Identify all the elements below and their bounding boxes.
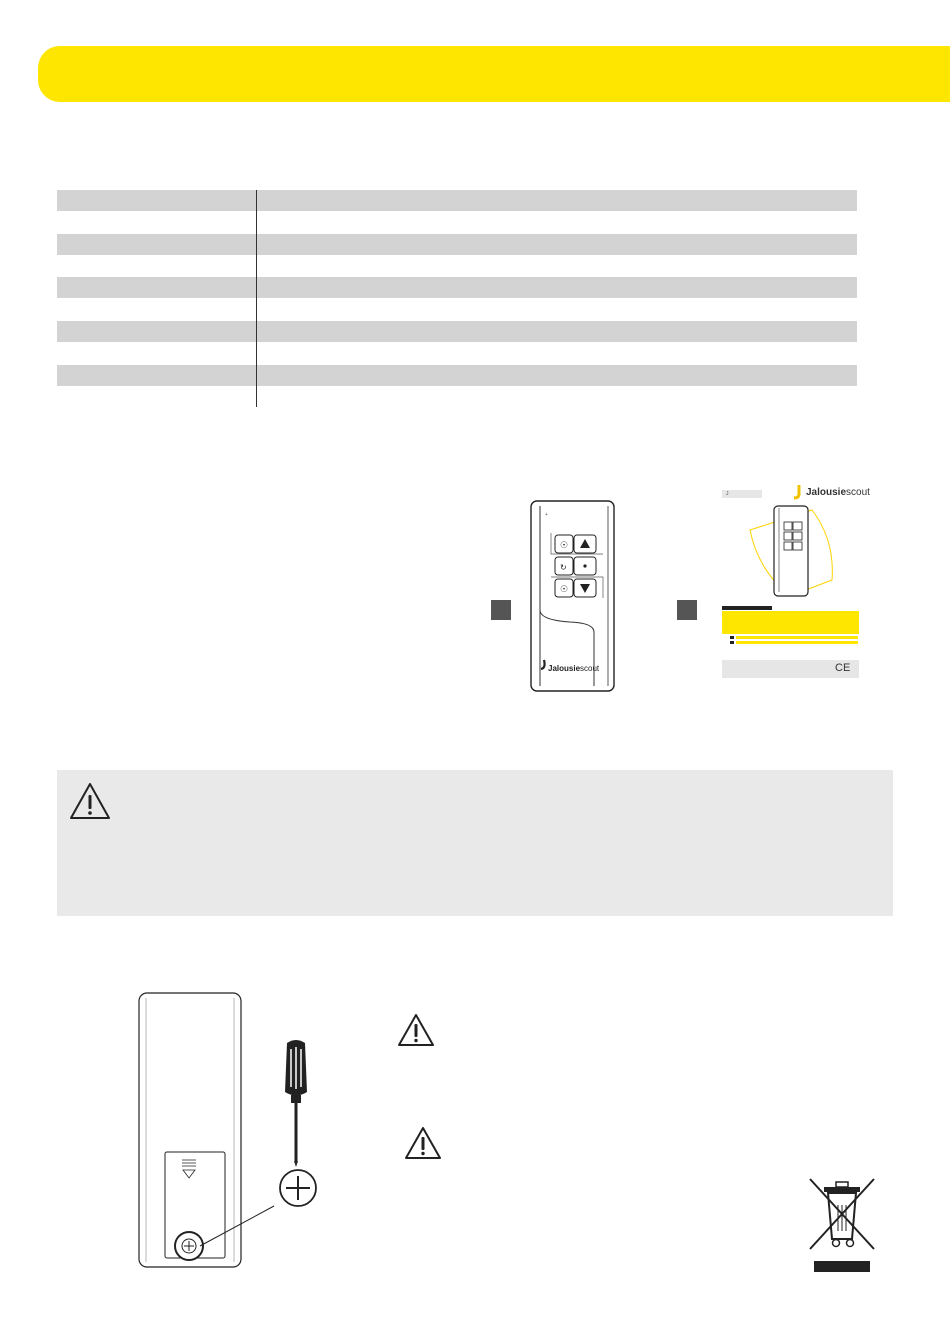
warning-box <box>57 770 893 916</box>
screwdriver-icon <box>278 1037 314 1167</box>
phillips-screw-icon <box>174 1168 324 1258</box>
svg-text:+: + <box>545 512 548 518</box>
ce-mark: CE <box>835 662 851 674</box>
table-row <box>57 321 857 342</box>
table-row <box>57 277 857 298</box>
cover-page-marker: J <box>722 490 762 498</box>
svg-text:☉: ☉ <box>560 540 569 550</box>
weee-bin-icon <box>806 1175 878 1275</box>
warning-triangle-icon <box>404 1126 442 1160</box>
table-column-divider <box>256 190 257 407</box>
cover-brand-label: Jalousiescout <box>806 487 870 498</box>
step-marker-2 <box>677 600 697 620</box>
step-marker-1 <box>491 600 511 620</box>
cover-remote-illustration <box>740 500 840 600</box>
warning-triangle-icon <box>69 782 111 820</box>
table-row <box>57 190 857 211</box>
table-row <box>57 365 857 386</box>
table-row <box>57 234 857 255</box>
brand-logo-icon <box>792 484 804 500</box>
remote-brand-label: Jalousiescout <box>548 664 600 673</box>
header-band <box>38 46 950 102</box>
svg-text:☉: ☉ <box>560 584 569 594</box>
cover-heading-bar <box>722 606 772 610</box>
svg-text:↻: ↻ <box>560 563 567 572</box>
warning-triangle-icon <box>397 1013 435 1047</box>
cover-yellow-band <box>722 611 859 634</box>
